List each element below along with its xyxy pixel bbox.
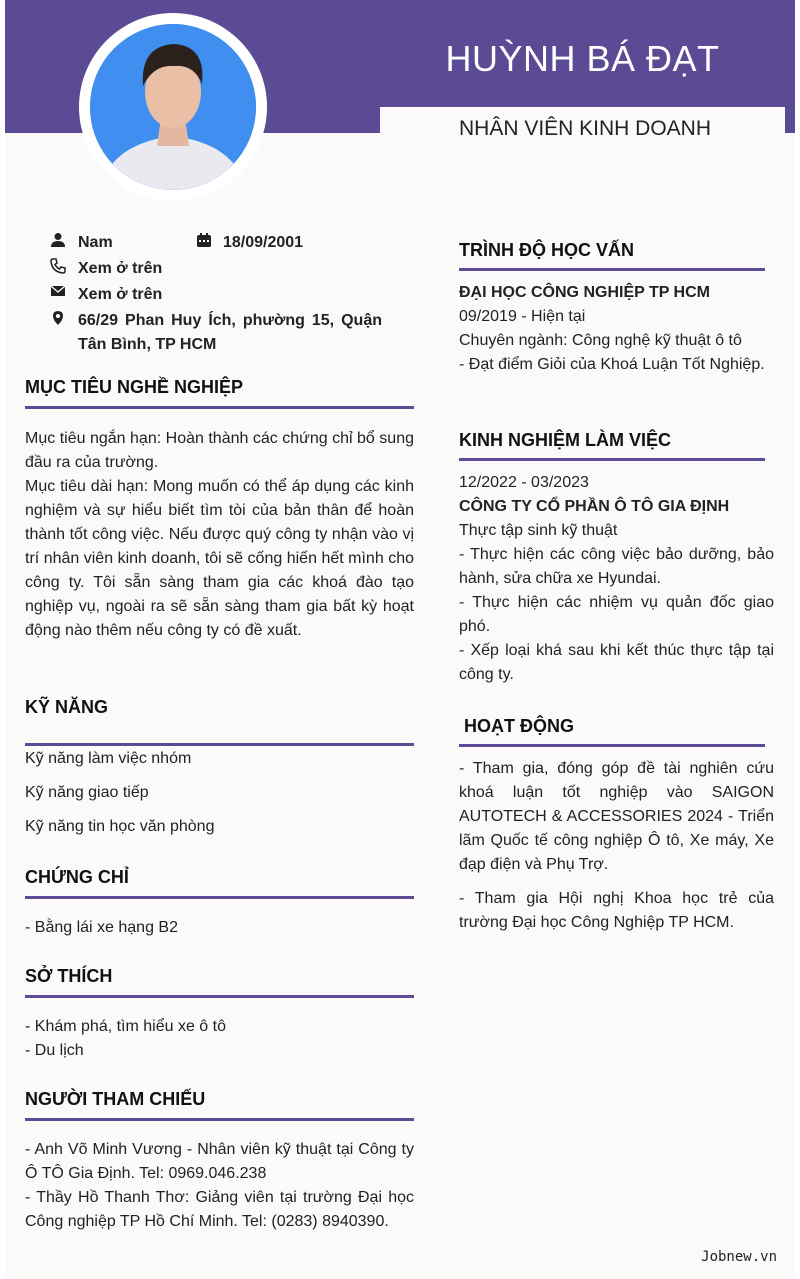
job-title: NHÂN VIÊN KINH DOANH (458, 117, 712, 140)
activity-item: - Tham gia Hội nghị Khoa học trẻ của trường Đại học Công Nghiệp TP HCM. (459, 890, 774, 931)
reference-item: - Thầy Hồ Thanh Thơ: Giảng viên tại trường Đại học Công nghiệp TP Hồ Chí Minh. Tel: (0283) 8940390. (25, 1189, 414, 1230)
avatar (90, 24, 256, 190)
skills-divider (25, 743, 414, 746)
jobnew-watermark: Jobnew.vn (701, 1249, 777, 1265)
objective-heading: MỤC TIÊU NGHỀ NGHIỆP (25, 377, 244, 397)
education-divider (459, 268, 765, 271)
reference-item: - Anh Võ Minh Vương - Nhân viên kỹ thuật tại Công ty Ô TÔ Gia Định. Tel: 0969.046.238 (25, 1141, 414, 1182)
experience-role: Thực tập sinh kỹ thuật (459, 522, 618, 539)
calendar-icon (196, 232, 212, 248)
location-pin-icon (50, 310, 66, 326)
experience-company: CÔNG TY CỔ PHẦN Ô TÔ GIA ĐỊNH (459, 498, 730, 515)
address-value: 66/29 Phan Huy Ích, phường 15, Quận Tân Bình, TP HCM (78, 312, 382, 353)
hobby-item: - Du lịch (25, 1042, 84, 1059)
experience-duty: - Thực hiện các công việc bảo dưỡng, bảo hành, sửa chữa xe Hyundai. (459, 546, 774, 587)
gender-value: Nam (78, 234, 113, 251)
certificate-item: - Bằng lái xe hạng B2 (25, 919, 178, 936)
person-icon (50, 232, 66, 248)
certificates-heading: CHỨNG CHỈ (25, 867, 129, 887)
activities-divider (459, 744, 765, 747)
hobbies-divider (25, 995, 414, 998)
experience-period: 12/2022 - 03/2023 (459, 474, 589, 491)
avatar-portrait (90, 24, 256, 190)
references-heading: NGƯỜI THAM CHIẾU (25, 1089, 206, 1109)
skills-heading: KỸ NĂNG (25, 697, 109, 717)
education-school: ĐẠI HỌC CÔNG NGHIỆP TP HCM (459, 284, 710, 301)
objective-divider (25, 406, 414, 409)
hobbies-heading: SỞ THÍCH (25, 966, 113, 986)
activities-heading: HOẠT ĐỘNG (459, 716, 574, 736)
education-major: Chuyên ngành: Công nghệ kỹ thuật ô tô (459, 332, 742, 349)
experience-divider (459, 458, 765, 461)
experience-heading: KINH NGHIỆM LÀM VIỆC (459, 430, 672, 450)
activity-item: - Tham gia, đóng góp đề tài nghiên cứu khoá luận tốt nghiệp vào SAIGON AUTOTECH & ACCESSORIES 2024 - Triển lãm Quốc tế công nghiệp Ô tô, Xe máy, Xe đạp điện và Phụ Trợ. (459, 760, 774, 873)
email-value: Xem ở trên (78, 286, 163, 303)
phone-icon (50, 258, 66, 274)
experience-duty: - Xếp loại khá sau khi kết thúc thực tập tại công ty. (459, 642, 774, 683)
skill-item: Kỹ năng làm việc nhóm (25, 750, 192, 767)
phone-value: Xem ở trên (78, 260, 163, 277)
objective-short-term: Mục tiêu ngắn hạn: Hoàn thành các chứng chỉ bổ sung đầu ra của trường. (25, 430, 414, 471)
birthday-value: 18/09/2001 (223, 234, 304, 251)
education-period: 09/2019 - Hiện tại (459, 308, 586, 325)
objective-long-term: Mục tiêu dài hạn: Mong muốn có thể áp dụng các kinh nghiệm và sự hiểu biết tìm tòi của bản thân để hoàn thành tốt công việc. Nếu được quý công ty nhận vào vị trí nhân viên kinh doanh, tôi sẽ cống hiến hết mình cho công ty. Tôi sẵn sàng tham gia các khoá đào tạo nghiệp vụ, ngoài ra sẽ sẵn sàng tham gia bất kỳ hoạt động nào thêm nếu công ty có đề xuất. (25, 478, 414, 639)
education-note: - Đạt điểm Giỏi của Khoá Luận Tốt Nghiệp. (459, 356, 765, 373)
hobby-item: - Khám phá, tìm hiểu xe ô tô (25, 1018, 226, 1035)
skill-item: Kỹ năng giao tiếp (25, 784, 149, 801)
certificates-divider (25, 896, 414, 899)
references-divider (25, 1118, 414, 1121)
skill-item: Kỹ năng tin học văn phòng (25, 818, 215, 835)
candidate-name: HUỲNH BÁ ĐẠT (445, 38, 720, 79)
education-heading: TRÌNH ĐỘ HỌC VẤN (459, 240, 634, 260)
experience-duty: - Thực hiện các nhiệm vụ quản đốc giao phó. (459, 594, 774, 635)
email-icon (50, 283, 66, 299)
